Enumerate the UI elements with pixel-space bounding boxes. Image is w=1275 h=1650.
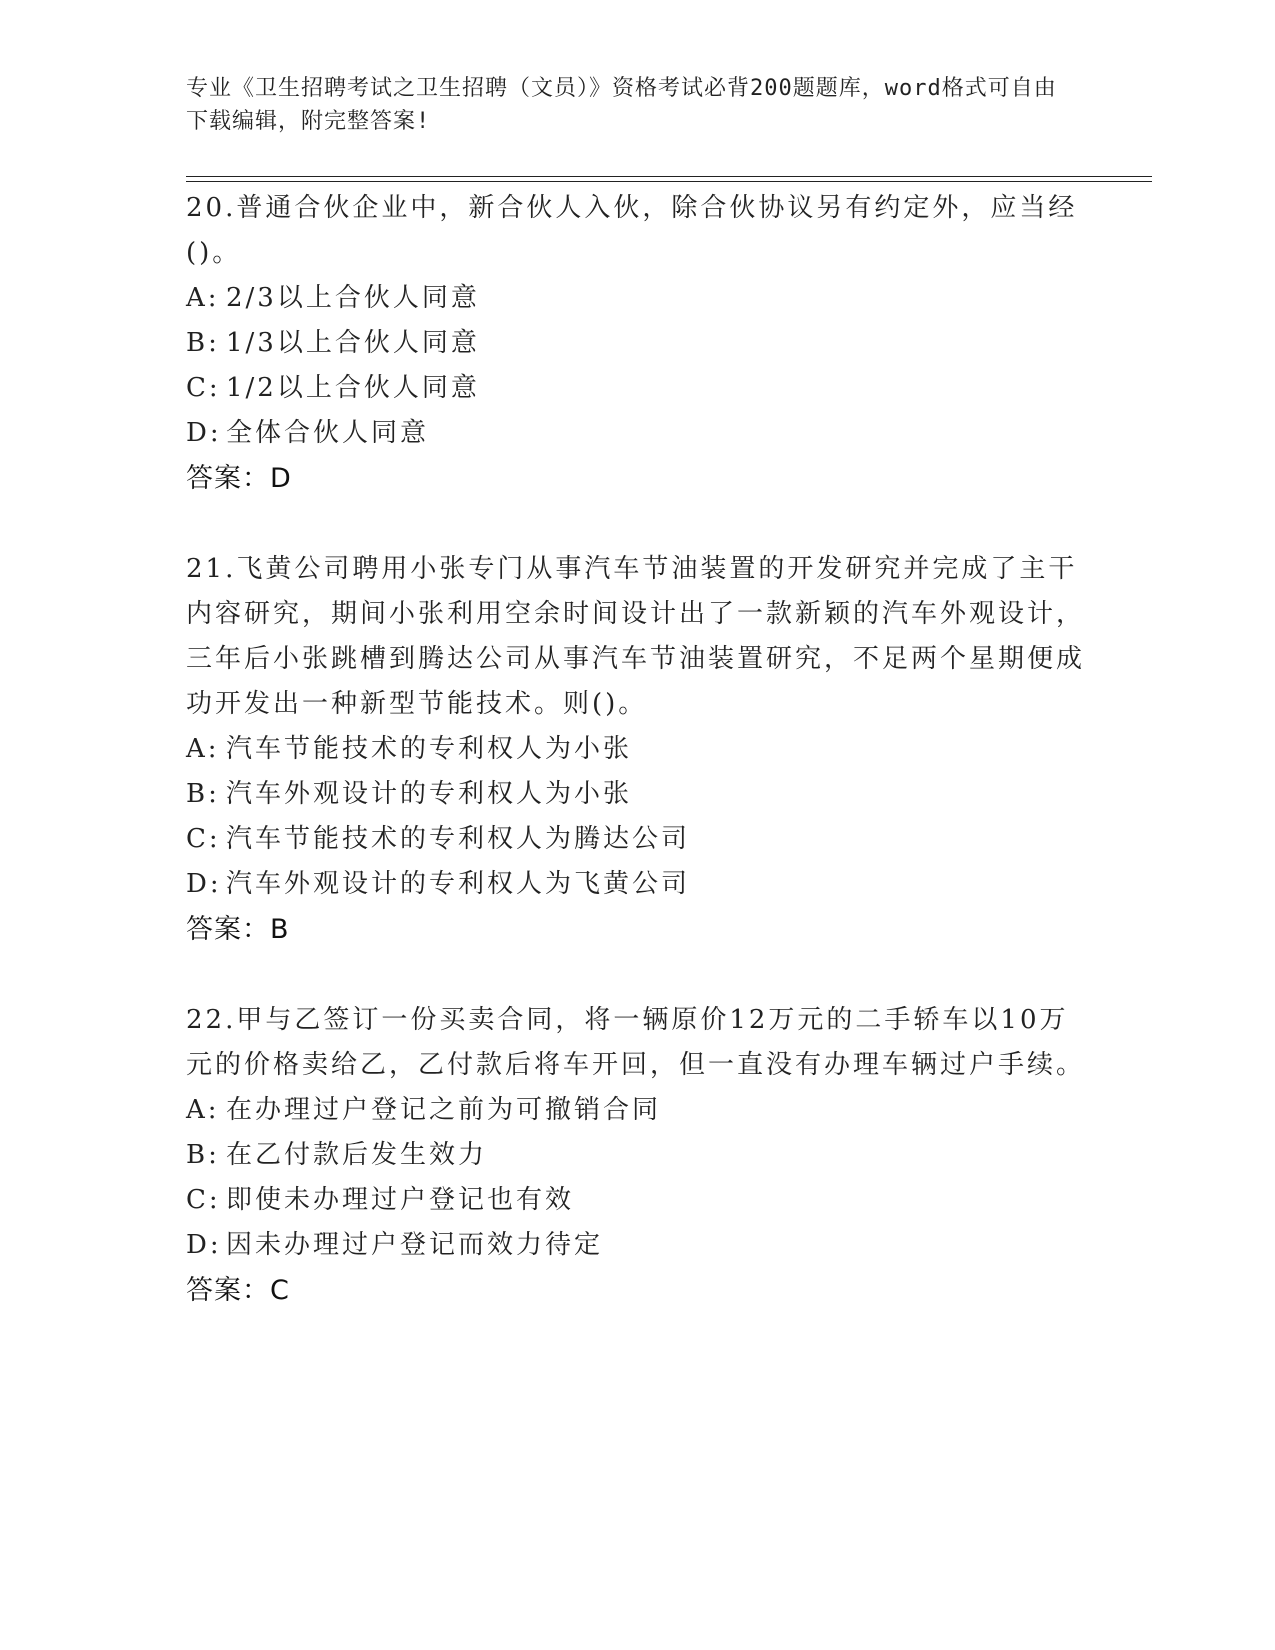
answer: 答案：D (186, 463, 292, 494)
option-a (186, 276, 1086, 321)
option-c (186, 1178, 1086, 1223)
option-c (186, 366, 1086, 411)
option-letter: B: (186, 779, 220, 809)
question-22 (186, 998, 1086, 1314)
option-text: 即使未办理过户登记也有效 (226, 1185, 575, 1215)
option-a (186, 1088, 1086, 1133)
option-text: 在乙付款后发生效力 (226, 1140, 488, 1170)
question-stem: 22.甲与乙签订一份买卖合同，将一辆原价12万元的二手轿车以10万元的价格卖给乙，乙付款后将车开回，但一直没有办理车辆过户手续。 (186, 1005, 1086, 1080)
option-c (186, 817, 1086, 862)
question-20 (186, 186, 1086, 502)
option-letter: C: (186, 824, 221, 854)
question-list (186, 186, 1086, 1359)
option-b (186, 321, 1086, 366)
header-divider-top (186, 176, 1152, 177)
option-text: 1/3以上合伙人同意 (226, 328, 480, 358)
option-text: 因未办理过户登记而效力待定 (226, 1230, 604, 1260)
option-d (186, 1223, 1086, 1268)
option-text: 1/2以上合伙人同意 (226, 373, 480, 403)
option-letter: A: (186, 283, 220, 313)
option-letter: D: (186, 418, 222, 448)
option-text: 在办理过户登记之前为可撤销合同 (226, 1095, 662, 1125)
answer: 答案：C (186, 1275, 290, 1306)
question-stem: 21.飞黄公司聘用小张专门从事汽车节油装置的开发研究并完成了主干内容研究，期间小张利用空余时间设计出了一款新颖的汽车外观设计，三年后小张跳槽到腾达公司从事汽车节油装置研究，不足两个星期便成功开发出一种新型节能技术。则()。 (186, 554, 1086, 719)
option-d (186, 862, 1086, 907)
option-text: 汽车外观设计的专利权人为飞黄公司 (226, 869, 691, 899)
option-text: 汽车节能技术的专利权人为腾达公司 (226, 824, 691, 854)
option-letter: D: (186, 1230, 222, 1260)
option-text: 汽车节能技术的专利权人为小张 (226, 734, 633, 764)
option-a (186, 727, 1086, 772)
option-letter: D: (186, 869, 222, 899)
question-21 (186, 547, 1086, 953)
header-divider-bottom (186, 181, 1152, 182)
option-text: 全体合伙人同意 (226, 418, 430, 448)
option-d (186, 411, 1086, 456)
document-header: 专业《卫生招聘考试之卫生招聘（文员）》资格考试必背200题题库，word格式可自由下载编辑，附完整答案! (186, 76, 1057, 134)
option-letter: B: (186, 328, 220, 358)
option-letter: C: (186, 373, 221, 403)
option-letter: A: (186, 1095, 220, 1125)
answer: 答案：B (186, 914, 290, 945)
option-b (186, 1133, 1086, 1178)
question-stem: 20.普通合伙企业中，新合伙人入伙，除合伙协议另有约定外，应当经()。 (186, 193, 1078, 268)
option-letter: A: (186, 734, 220, 764)
option-letter: C: (186, 1185, 221, 1215)
option-text: 汽车外观设计的专利权人为小张 (226, 779, 633, 809)
option-b (186, 772, 1086, 817)
option-text: 2/3以上合伙人同意 (226, 283, 480, 313)
option-letter: B: (186, 1140, 220, 1170)
